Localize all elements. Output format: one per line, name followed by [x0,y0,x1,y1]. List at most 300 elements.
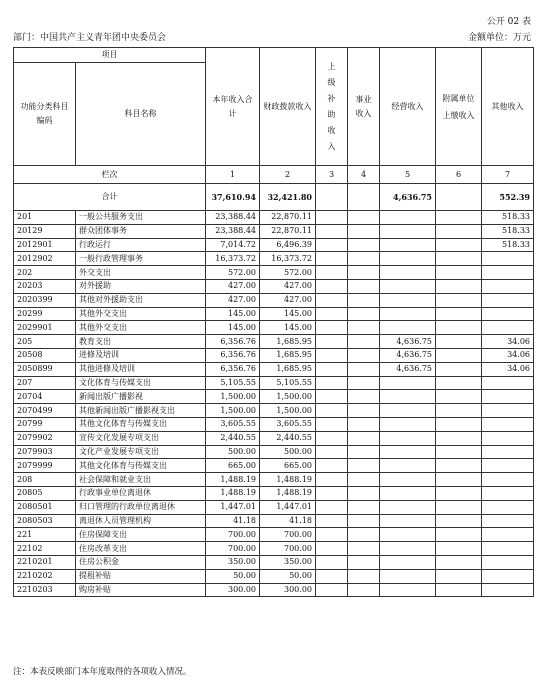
row-value: 300.00 [206,583,260,597]
row-value [436,335,482,349]
row-value: 518.33 [482,238,534,252]
row-value: 6,356.76 [206,362,260,376]
row-value [380,266,436,280]
row-value [348,293,380,307]
row-value [436,224,482,238]
row-value: 23,388.44 [206,224,260,238]
row-value: 3,605.55 [260,417,316,431]
row-subject-name: 其他新闻出版广播影视支出 [76,404,206,418]
row-subject-name: 离退休人员管理机构 [76,514,206,528]
form-code: 公开 02 表 [486,17,531,27]
column-index-7: 7 [482,166,534,184]
row-value [482,252,534,266]
row-subject-name: 对外援助 [76,279,206,293]
row-subject-name: 行政事业单位离退休 [76,486,206,500]
row-value [380,555,436,569]
row-value [482,473,534,487]
header-total-income: 本年收入合计 [206,48,260,166]
row-value [436,279,482,293]
row-value [380,238,436,252]
row-value: 22,870.11 [260,224,316,238]
row-value: 16,373.72 [206,252,260,266]
row-value [316,224,348,238]
header-subsidy: 上级补助收入 [316,48,348,166]
table-row [14,321,534,335]
row-value: 1,488.19 [206,473,260,487]
row-value [436,528,482,542]
row-subject-name: 教育支出 [76,335,206,349]
row-value: 7,014.72 [206,238,260,252]
row-value [316,266,348,280]
row-subject-name: 购房补贴 [76,583,206,597]
row-value: 427.00 [260,293,316,307]
row-value [436,238,482,252]
total-value: 37,610.94 [206,184,260,211]
row-value [380,431,436,445]
table-row [14,569,534,583]
row-value [316,514,348,528]
row-value [380,417,436,431]
row-value: 518.33 [482,224,534,238]
row-value [436,500,482,514]
table-row [14,307,534,321]
row-value: 1,685.95 [260,335,316,349]
row-value [482,404,534,418]
row-value [316,431,348,445]
row-value [482,555,534,569]
row-value [316,500,348,514]
row-value: 34.06 [482,362,534,376]
row-value [348,224,380,238]
total-value [316,184,348,211]
row-code: 2012902 [14,252,76,266]
table-row [14,211,534,225]
column-index-label: 栏次 [14,166,206,184]
row-value [436,348,482,362]
header-affiliated: 附属单位上缴收入 [436,48,482,166]
row-value [348,583,380,597]
row-value [482,293,534,307]
row-subject-name: 新闻出版广播影视 [76,390,206,404]
row-value [380,473,436,487]
header-project: 项目 [14,48,206,63]
row-value [436,431,482,445]
row-subject-name: 文化产业发展专项支出 [76,445,206,459]
header-fiscal: 财政拨款收入 [260,48,316,166]
row-value [348,431,380,445]
row-value [316,583,348,597]
row-value [348,266,380,280]
total-value: 552.39 [482,184,534,211]
table-row [14,583,534,597]
row-value [348,362,380,376]
row-value: 6,496.39 [260,238,316,252]
row-value [348,473,380,487]
row-value [316,238,348,252]
row-code: 20203 [14,279,76,293]
row-value [348,307,380,321]
row-code: 2210203 [14,583,76,597]
row-value: 4,636.75 [380,348,436,362]
income-table [13,47,534,597]
table-row [14,238,534,252]
total-value: 32,421.80 [260,184,316,211]
row-code: 2079902 [14,431,76,445]
row-value [316,279,348,293]
row-value: 1,488.19 [260,486,316,500]
row-value [380,542,436,556]
row-value: 350.00 [260,555,316,569]
row-subject-name: 行政运行 [76,238,206,252]
row-value [348,514,380,528]
row-subject-name: 宣传文化发展专项支出 [76,431,206,445]
row-value [348,555,380,569]
row-value: 518.33 [482,211,534,225]
column-index-2: 2 [260,166,316,184]
row-subject-name: 群众团体事务 [76,224,206,238]
row-value [348,335,380,349]
row-value [348,542,380,556]
row-value [380,376,436,390]
row-value [436,473,482,487]
row-code: 2080503 [14,514,76,528]
row-value [436,583,482,597]
row-value: 572.00 [206,266,260,280]
row-value [316,417,348,431]
row-value [436,486,482,500]
row-code: 201 [14,211,76,225]
row-value [380,569,436,583]
row-value: 1,488.19 [206,486,260,500]
row-value [348,459,380,473]
row-subject-name: 一般公共服务支出 [76,211,206,225]
column-index-5: 5 [380,166,436,184]
table-row [14,542,534,556]
table-row [14,224,534,238]
table-row [14,335,534,349]
row-subject-name: 外交支出 [76,266,206,280]
table-row [14,404,534,418]
row-code: 20129 [14,224,76,238]
row-value [482,431,534,445]
row-code: 2050899 [14,362,76,376]
row-value [348,211,380,225]
row-value [316,293,348,307]
row-value [380,307,436,321]
row-subject-name: 提租补贴 [76,569,206,583]
row-value: 1,447.01 [260,500,316,514]
row-value [380,279,436,293]
row-value [482,390,534,404]
row-value [380,445,436,459]
row-value [380,293,436,307]
header-subject-name: 科目名称 [76,63,206,166]
row-code: 207 [14,376,76,390]
row-value: 1,500.00 [206,390,260,404]
row-value [482,583,534,597]
table-row [14,252,534,266]
row-code: 208 [14,473,76,487]
row-value [482,459,534,473]
row-value: 1,488.19 [260,473,316,487]
row-value [482,279,534,293]
header-business: 事业收入 [348,48,380,166]
row-subject-name: 其他文化体育与传媒支出 [76,459,206,473]
row-value [482,486,534,500]
row-value: 34.06 [482,335,534,349]
row-value: 350.00 [206,555,260,569]
row-subject-name: 一般行政管理事务 [76,252,206,266]
row-value [348,376,380,390]
row-value: 1,500.00 [206,404,260,418]
row-code: 2080501 [14,500,76,514]
row-value [380,459,436,473]
row-subject-name: 文化体育与传媒支出 [76,376,206,390]
row-value [436,555,482,569]
row-value [348,238,380,252]
row-value [436,514,482,528]
row-value [436,569,482,583]
department-label: 部门：中国共产主义青年团中央委员会 [13,33,167,43]
header-other: 其他收入 [482,48,534,166]
row-value [436,321,482,335]
table-row [14,390,534,404]
row-value [482,514,534,528]
row-code: 2070499 [14,404,76,418]
row-value: 6,356.76 [206,348,260,362]
row-subject-name: 社会保障和就业支出 [76,473,206,487]
row-value [380,390,436,404]
row-value: 665.00 [206,459,260,473]
row-value [482,500,534,514]
row-value [436,293,482,307]
row-code: 202 [14,266,76,280]
row-code: 20805 [14,486,76,500]
row-value: 427.00 [206,279,260,293]
row-value [436,417,482,431]
row-value [348,445,380,459]
table-row [14,528,534,542]
row-code: 20299 [14,307,76,321]
row-value [380,583,436,597]
row-value [380,404,436,418]
table-row [14,417,534,431]
row-value: 1,500.00 [260,390,316,404]
row-value [482,542,534,556]
row-value: 145.00 [260,307,316,321]
row-value: 16,373.72 [260,252,316,266]
row-code: 2079903 [14,445,76,459]
row-subject-name: 住房公积金 [76,555,206,569]
row-value [316,307,348,321]
row-value: 4,636.75 [380,362,436,376]
row-value [348,528,380,542]
row-value [316,211,348,225]
row-value [348,417,380,431]
row-code: 20799 [14,417,76,431]
row-value [316,473,348,487]
row-value [482,528,534,542]
table-row [14,293,534,307]
row-subject-name: 其他外交支出 [76,307,206,321]
table-row [14,514,534,528]
row-value: 300.00 [260,583,316,597]
row-value [380,486,436,500]
row-code: 20704 [14,390,76,404]
column-index-6: 6 [436,166,482,184]
row-value [316,362,348,376]
row-value: 700.00 [206,542,260,556]
row-value: 700.00 [260,528,316,542]
table-row [14,279,534,293]
row-subject-name: 其他外交支出 [76,321,206,335]
row-value [380,211,436,225]
row-value [348,321,380,335]
row-value [316,555,348,569]
table-row [14,486,534,500]
footnote: 注：本表反映部门本年度取得的各项收入情况。 [13,667,192,677]
row-value [316,335,348,349]
row-value [482,569,534,583]
table-row [14,431,534,445]
row-code: 2012901 [14,238,76,252]
row-value [316,390,348,404]
table-row [14,555,534,569]
row-value [482,376,534,390]
row-value: 41.18 [206,514,260,528]
row-value [316,445,348,459]
table-row [14,473,534,487]
row-value: 23,388.44 [206,211,260,225]
row-value [316,542,348,556]
unit-label: 金额单位：万元 [467,33,531,43]
row-value: 500.00 [260,445,316,459]
table-row [14,376,534,390]
row-value [380,321,436,335]
row-value: 427.00 [260,279,316,293]
row-value [316,252,348,266]
row-value: 5,105.55 [206,376,260,390]
row-value [348,500,380,514]
row-value: 1,500.00 [260,404,316,418]
table-row [14,459,534,473]
row-value: 1,685.95 [260,362,316,376]
row-value [482,445,534,459]
row-subject-name: 其他进修及培训 [76,362,206,376]
row-subject-name: 进修及培训 [76,348,206,362]
row-value [436,542,482,556]
row-value [436,266,482,280]
row-value: 5,105.55 [260,376,316,390]
table-row [14,348,534,362]
row-subject-name: 住房改革支出 [76,542,206,556]
table-row [14,445,534,459]
row-value [436,376,482,390]
row-value: 572.00 [260,266,316,280]
column-index-4: 4 [348,166,380,184]
row-value [348,404,380,418]
row-value [436,390,482,404]
header-func-code: 功能分类科目编码 [14,63,76,166]
row-value [482,266,534,280]
row-value [348,569,380,583]
row-code: 2079999 [14,459,76,473]
row-value: 34.06 [482,348,534,362]
row-value: 145.00 [206,307,260,321]
header-operating: 经营收入 [380,48,436,166]
row-value: 1,447.01 [206,500,260,514]
row-value [380,224,436,238]
row-value: 700.00 [260,542,316,556]
row-value [436,459,482,473]
row-value: 500.00 [206,445,260,459]
row-code: 221 [14,528,76,542]
row-value [380,500,436,514]
row-value: 145.00 [260,321,316,335]
row-code: 2020399 [14,293,76,307]
total-value [436,184,482,211]
table-row [14,266,534,280]
row-value [348,390,380,404]
row-code: 2029901 [14,321,76,335]
total-value [348,184,380,211]
table-row [14,362,534,376]
column-index-1: 1 [206,166,260,184]
row-value [482,417,534,431]
row-value [436,362,482,376]
row-subject-name: 其他对外援助支出 [76,293,206,307]
row-value: 50.00 [206,569,260,583]
row-code: 20508 [14,348,76,362]
row-value [316,459,348,473]
row-value: 145.00 [206,321,260,335]
row-value: 4,636.75 [380,335,436,349]
row-code: 2210201 [14,555,76,569]
row-value [316,348,348,362]
row-value [316,404,348,418]
row-value [348,348,380,362]
row-value: 1,685.95 [260,348,316,362]
row-value [436,252,482,266]
row-value: 6,356.76 [206,335,260,349]
row-value: 2,440.55 [260,431,316,445]
meta-row [13,30,531,43]
row-value [436,211,482,225]
row-value [436,307,482,321]
row-value [316,569,348,583]
row-value: 41.18 [260,514,316,528]
row-value [316,486,348,500]
row-value [316,528,348,542]
row-value [380,252,436,266]
table-row [14,500,534,514]
row-value [348,486,380,500]
total-label: 合计 [14,184,206,211]
row-value [380,528,436,542]
row-value: 427.00 [206,293,260,307]
row-code: 205 [14,335,76,349]
row-code: 22102 [14,542,76,556]
row-value [436,445,482,459]
row-value [316,321,348,335]
row-subject-name: 住房保障支出 [76,528,206,542]
row-value [348,279,380,293]
row-value [436,404,482,418]
row-value: 2,440.55 [206,431,260,445]
column-index-3: 3 [316,166,348,184]
row-value: 22,870.11 [260,211,316,225]
total-value: 4,636.75 [380,184,436,211]
